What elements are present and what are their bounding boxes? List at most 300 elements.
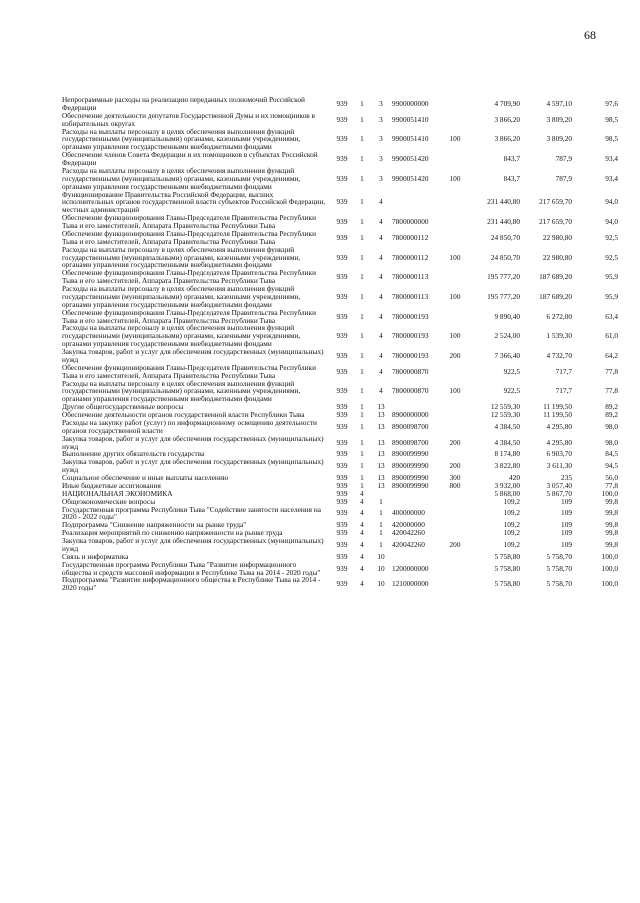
row-name: Обеспечение функционирования Главы-Председателя Правительства Республики Тыва и его заместителей, Аппарата Правительства Республики Тыва xyxy=(62,268,317,286)
row-name: Закупка товаров, работ и услуг для обеспечения государственных (муниципальных) нужд xyxy=(62,457,324,475)
row-section: 1 xyxy=(360,154,364,164)
row-planned-amount: 843,7 xyxy=(503,173,520,183)
row-gr-code: 939 xyxy=(336,410,348,419)
row-expense-type: 200 xyxy=(449,461,461,471)
row-planned-amount: 8 174,80 xyxy=(494,449,520,459)
row-subsection: 4 xyxy=(379,386,383,396)
row-percent: 64,2 xyxy=(605,350,618,360)
row-expense-type xyxy=(444,411,466,419)
row-percent: 93,4 xyxy=(605,154,618,164)
row-subsection: 10 xyxy=(377,551,385,561)
row-target-article: 7800000113 xyxy=(392,272,429,282)
row-target-article: 7800000193 xyxy=(392,311,429,321)
row-actual-amount: 109 xyxy=(561,520,572,530)
row-percent: 77,8 xyxy=(605,386,618,396)
row-actual-amount: 3 809,20 xyxy=(546,134,572,144)
row-gr-code: 939 xyxy=(336,421,348,431)
row-actual-amount: 717,7 xyxy=(555,366,572,376)
row-name: Подпрограмма "Развитие информационного общества в Республике Тыва на 2014 - 2020 годы" xyxy=(62,575,321,593)
row-subsection: 1 xyxy=(379,508,383,518)
row-actual-amount: 187 689,20 xyxy=(539,291,572,301)
row-gr-code: 939 xyxy=(336,350,348,360)
row-target-article: 9900051410 xyxy=(392,114,429,124)
row-expense-type: 200 xyxy=(449,539,461,549)
row-percent: 93,4 xyxy=(605,173,618,183)
row-section: 1 xyxy=(360,421,364,431)
row-gr-code: 939 xyxy=(336,539,348,549)
row-target-article: 7800000193 xyxy=(392,350,429,360)
row-section: 1 xyxy=(360,217,364,227)
row-percent: 94,0 xyxy=(605,217,618,227)
row-expense-type: 300 xyxy=(449,473,461,482)
row-gr-code: 939 xyxy=(336,311,348,321)
row-gr-code: 939 xyxy=(336,252,348,262)
row-planned-amount: 5 758,80 xyxy=(494,579,520,589)
row-actual-amount: 5 758,70 xyxy=(546,563,572,573)
table-row xyxy=(62,561,618,577)
row-name: Обеспечение функционирования Главы-Председателя Правительства Республики Тыва и его заместителей, Аппарата Правительства Республики Тыва xyxy=(62,307,317,325)
row-planned-amount: 2 524,00 xyxy=(494,331,520,341)
row-expense-type xyxy=(444,214,466,230)
row-expense-type xyxy=(444,191,466,215)
row-section: 1 xyxy=(360,386,364,396)
row-gr-code: 939 xyxy=(336,473,348,482)
row-expense-type: 100 xyxy=(449,386,461,396)
row-target-article: 8900000000 xyxy=(392,410,429,419)
row-gr-code: 939 xyxy=(336,488,348,498)
row-subsection: 4 xyxy=(379,252,383,262)
row-name: Обеспечение деятельности депутатов Государственной Думы и их помощников в избирательных округах xyxy=(62,110,315,128)
table-row xyxy=(62,324,618,348)
row-name: Государственная программа Республики Тыва "Развитие информационного общества и средств массовой информации в Республике Тыва на 2014 - 2020 годы" xyxy=(62,559,321,577)
row-expense-type xyxy=(444,506,466,522)
row-gr-code: 939 xyxy=(336,520,348,530)
row-subsection: 4 xyxy=(379,366,383,376)
row-actual-amount: 22 980,80 xyxy=(542,232,572,242)
row-target-article: 8900099990 xyxy=(392,461,429,471)
row-target-article: 420042260 xyxy=(392,539,425,549)
table-row xyxy=(62,112,618,128)
row-planned-amount: 3 866,20 xyxy=(494,114,520,124)
row-gr-code: 939 xyxy=(336,437,348,447)
row-percent: 77,8 xyxy=(605,480,618,490)
row-section: 1 xyxy=(360,114,364,124)
row-gr-code: 939 xyxy=(336,551,348,561)
row-name: Расходы на закупку работ (услуг) по информационному освещению деятельности органов государственной власти xyxy=(62,417,317,435)
row-subsection: 4 xyxy=(379,217,383,227)
row-gr-code: 939 xyxy=(336,154,348,164)
row-expense-type: 100 xyxy=(449,134,461,144)
row-section: 4 xyxy=(360,496,364,506)
row-actual-amount: 109 xyxy=(561,508,572,518)
row-target-article: 7800000870 xyxy=(392,386,429,396)
row-planned-amount: 195 777,20 xyxy=(487,291,520,301)
row-expense-type xyxy=(444,576,466,592)
row-gr-code: 939 xyxy=(336,134,348,144)
row-actual-amount: 217 659,70 xyxy=(539,217,572,227)
row-target-article: 8900099990 xyxy=(392,449,429,459)
row-expense-type xyxy=(444,490,466,498)
row-subsection: 13 xyxy=(377,449,385,459)
row-actual-amount: 4 295,80 xyxy=(546,437,572,447)
row-actual-amount: 3 809,20 xyxy=(546,114,572,124)
row-name: Социальное обеспечение и иные выплаты населению xyxy=(62,473,229,482)
row-gr-code: 939 xyxy=(336,386,348,396)
row-target-article: 1210000000 xyxy=(392,579,429,589)
row-section: 1 xyxy=(360,480,364,490)
row-section: 4 xyxy=(360,563,364,573)
row-planned-amount: 195 777,20 xyxy=(487,272,520,282)
table-row xyxy=(62,285,618,309)
row-section: 1 xyxy=(360,449,364,459)
row-planned-amount: 9 890,40 xyxy=(494,311,520,321)
row-percent: 98,5 xyxy=(605,134,618,144)
table-row xyxy=(62,380,618,404)
row-name: Расходы на выплаты персоналу в целях обеспечения выполнения функций государственными (муниципальными) органами, казенными учреждениями, органами управления государственными внебюджетными фондами xyxy=(62,165,301,191)
row-planned-amount: 922,5 xyxy=(503,366,520,376)
row-name: Закупка товаров, работ и услуг для обеспечения государственных (муниципальных) нужд xyxy=(62,433,324,451)
row-percent: 99,8 xyxy=(605,528,618,538)
table-row xyxy=(62,506,618,522)
row-planned-amount: 109,2 xyxy=(503,508,520,518)
row-planned-amount: 5 758,80 xyxy=(494,551,520,561)
row-percent: 98,5 xyxy=(605,114,618,124)
row-name: Иные бюджетные ассигнования xyxy=(62,480,161,490)
table-row xyxy=(62,151,618,167)
row-gr-code: 939 xyxy=(336,98,348,108)
row-planned-amount: 4 384,50 xyxy=(494,421,520,431)
row-section: 4 xyxy=(360,520,364,530)
row-planned-amount: 12 559,30 xyxy=(490,402,520,412)
table-row xyxy=(62,576,618,592)
row-gr-code: 939 xyxy=(336,496,348,506)
row-section: 1 xyxy=(360,291,364,301)
row-subsection: 4 xyxy=(379,331,383,341)
row-target-article: 1200000000 xyxy=(392,563,429,573)
budget-table-container xyxy=(62,96,618,592)
row-expense-type xyxy=(444,112,466,128)
row-target-article: 8900099990 xyxy=(392,473,429,482)
row-subsection: 13 xyxy=(377,410,385,419)
row-expense-type xyxy=(444,521,466,529)
row-subsection: 13 xyxy=(377,402,385,412)
page-number: 68 xyxy=(584,28,596,42)
row-planned-amount: 24 850,70 xyxy=(490,232,520,242)
row-expense-type xyxy=(444,151,466,167)
table-row xyxy=(62,435,618,451)
row-section: 4 xyxy=(360,528,364,538)
row-gr-code: 939 xyxy=(336,563,348,573)
row-section: 1 xyxy=(360,437,364,447)
row-expense-type xyxy=(444,309,466,325)
table-row xyxy=(62,419,618,435)
row-subsection: 10 xyxy=(377,563,385,573)
row-target-article: 420000000 xyxy=(392,520,425,530)
row-subsection: 3 xyxy=(379,114,383,124)
row-percent: 99,8 xyxy=(605,496,618,506)
row-name: Закупка товаров, работ и услуг для обеспечения государственных (муниципальных) нужд xyxy=(62,347,324,364)
row-name: Государственная программа Республики Тыва "Содействие занятости населения на 2020 - 2022 годы" xyxy=(62,504,321,522)
row-gr-code: 939 xyxy=(336,366,348,376)
row-gr-code: 939 xyxy=(336,508,348,518)
row-actual-amount: 4 732,70 xyxy=(546,350,572,360)
row-expense-type xyxy=(444,403,466,411)
row-name: Подпрограмма "Снижение напряженности на рынке труда" xyxy=(62,520,247,530)
row-target-article xyxy=(392,553,444,561)
row-actual-amount: 1 539,30 xyxy=(546,331,572,341)
row-target-article: 9900051410 xyxy=(392,134,429,144)
row-planned-amount: 4 384,50 xyxy=(494,437,520,447)
row-target-article: 7800000193 xyxy=(392,331,429,341)
row-name: Закупка товаров, работ и услуг для обеспечения государственных (муниципальных) нужд xyxy=(62,536,324,553)
row-target-article: 8900099990 xyxy=(392,480,429,490)
row-percent: 98,0 xyxy=(605,421,618,431)
row-section: 1 xyxy=(360,410,364,419)
row-actual-amount: 5 758,70 xyxy=(546,579,572,589)
row-gr-code: 939 xyxy=(336,217,348,227)
row-subsection: 1 xyxy=(379,496,383,506)
row-subsection: 4 xyxy=(379,311,383,321)
row-section: 1 xyxy=(360,350,364,360)
row-percent: 98,0 xyxy=(605,437,618,447)
row-actual-amount: 3 057,40 xyxy=(546,480,572,490)
row-planned-amount: 7 366,40 xyxy=(494,350,520,360)
row-expense-type xyxy=(444,269,466,285)
row-gr-code: 939 xyxy=(336,272,348,282)
table-row xyxy=(62,269,618,285)
row-section: 4 xyxy=(360,539,364,549)
row-expense-type xyxy=(444,553,466,561)
row-percent: 84,5 xyxy=(605,449,618,459)
row-target-article: 7800000000 xyxy=(392,217,429,227)
row-gr-code: 939 xyxy=(336,232,348,242)
row-percent: 99,8 xyxy=(605,539,618,549)
row-section: 1 xyxy=(360,232,364,242)
row-subsection: 3 xyxy=(379,134,383,144)
row-percent: 95,9 xyxy=(605,291,618,301)
row-section: 1 xyxy=(360,366,364,376)
row-gr-code: 939 xyxy=(336,331,348,341)
row-expense-type xyxy=(444,96,466,112)
row-target-article: 400000000 xyxy=(392,508,425,518)
row-subsection: 13 xyxy=(377,473,385,482)
row-expense-type: 100 xyxy=(449,173,461,183)
row-planned-amount: 843,7 xyxy=(503,154,520,164)
row-section: 4 xyxy=(360,551,364,561)
row-actual-amount: 787,9 xyxy=(555,173,572,183)
row-expense-type: 100 xyxy=(449,331,461,341)
row-actual-amount: 235 xyxy=(561,473,572,482)
row-percent: 97,6 xyxy=(605,98,618,108)
row-expense-type: 200 xyxy=(449,437,461,447)
row-target-article: 8900098700 xyxy=(392,437,429,447)
row-percent: 100,0 xyxy=(601,563,618,573)
table-body xyxy=(62,96,618,592)
row-subsection: 13 xyxy=(377,480,385,490)
row-planned-amount: 3 866,20 xyxy=(494,134,520,144)
row-target-article: 7800000113 xyxy=(392,291,429,301)
row-target-article: 8900098700 xyxy=(392,421,429,431)
row-actual-amount: 109 xyxy=(561,496,572,506)
table-row xyxy=(62,128,618,152)
row-actual-amount: 5 867,70 xyxy=(546,488,572,498)
row-actual-amount: 6 903,70 xyxy=(546,449,572,459)
row-planned-amount: 231 440,80 xyxy=(487,217,520,227)
row-gr-code: 939 xyxy=(336,461,348,471)
table-row xyxy=(62,214,618,230)
row-planned-amount: 3 932,00 xyxy=(494,480,520,490)
row-expense-type xyxy=(444,419,466,435)
row-name: Выполнение других обязательств государства xyxy=(62,449,205,459)
table-row xyxy=(62,246,618,270)
row-gr-code: 939 xyxy=(336,173,348,183)
row-planned-amount: 4 709,90 xyxy=(494,98,520,108)
row-target-article xyxy=(392,498,444,506)
row-planned-amount: 24 850,70 xyxy=(490,252,520,262)
row-subsection: 10 xyxy=(377,579,385,589)
row-subsection: 4 xyxy=(379,350,383,360)
row-percent: 94,5 xyxy=(605,461,618,471)
row-target-article: 9900051420 xyxy=(392,154,429,164)
row-actual-amount: 217 659,70 xyxy=(539,197,572,207)
table-row xyxy=(62,191,618,215)
row-gr-code: 939 xyxy=(336,291,348,301)
row-target-article: 7800000112 xyxy=(392,252,429,262)
row-expense-type: 200 xyxy=(449,350,461,360)
row-planned-amount: 12 559,30 xyxy=(490,410,520,419)
table-row xyxy=(62,167,618,191)
row-actual-amount: 4 295,80 xyxy=(546,421,572,431)
row-percent: 100,0 xyxy=(601,488,618,498)
row-percent: 99,8 xyxy=(605,520,618,530)
table-row xyxy=(62,96,618,112)
row-section: 4 xyxy=(360,579,364,589)
row-expense-type: 800 xyxy=(449,480,461,490)
row-name: Связь и информатика xyxy=(62,551,129,561)
row-section: 1 xyxy=(360,173,364,183)
table-row xyxy=(62,364,618,380)
row-section: 1 xyxy=(360,473,364,482)
row-name: Расходы на выплаты персоналу в целях обеспечения выполнения функций государственными (муниципальными) органами, казенными учреждениями, органами управления государственными внебюджетными фондами xyxy=(62,126,301,152)
table-row xyxy=(62,230,618,246)
table-row xyxy=(62,348,618,364)
row-planned-amount: 231 440,80 xyxy=(487,197,520,207)
row-target-article: 420042260 xyxy=(392,528,425,538)
row-name: Расходы на выплаты персоналу в целях обеспечения выполнения функций государственными (муниципальными) органами, казенными учреждениями, органами управления государственными внебюджетными фондами xyxy=(62,378,301,404)
row-subsection: 4 xyxy=(379,232,383,242)
row-gr-code: 939 xyxy=(336,480,348,490)
row-planned-amount: 3 822,80 xyxy=(494,461,520,471)
row-name: Обеспечение функционирования Главы-Председателя Правительства Республики Тыва и его заместителей, Аппарата Правительства Республики Тыва xyxy=(62,228,317,246)
row-target-article: 9900051420 xyxy=(392,173,429,183)
row-subsection: 4 xyxy=(379,272,383,282)
row-expense-type xyxy=(444,450,466,458)
row-target-article: 9900000000 xyxy=(392,98,429,108)
row-actual-amount: 787,9 xyxy=(555,154,572,164)
row-gr-code: 939 xyxy=(336,402,348,412)
row-expense-type xyxy=(444,364,466,380)
row-name: Обеспечение деятельности органов государственной власти Республики Тыва xyxy=(62,410,305,419)
row-name: Реализация мероприятий по снижению напряженности на рынке труда xyxy=(62,528,283,538)
row-name: Общеэкономические вопросы xyxy=(62,496,156,506)
row-gr-code: 939 xyxy=(336,528,348,538)
row-percent: 100,0 xyxy=(601,551,618,561)
row-target-article xyxy=(392,191,444,215)
row-expense-type xyxy=(444,561,466,577)
row-name: Другие общегосударственные вопросы xyxy=(62,402,184,412)
row-target-article: 7800000870 xyxy=(392,366,429,376)
row-section: 1 xyxy=(360,252,364,262)
row-gr-code: 939 xyxy=(336,114,348,124)
row-actual-amount: 109 xyxy=(561,528,572,538)
row-subsection: 13 xyxy=(377,421,385,431)
row-planned-amount: 109,2 xyxy=(503,496,520,506)
row-planned-amount: 109,2 xyxy=(503,539,520,549)
row-name: Расходы на выплаты персоналу в целях обеспечения выполнения функций государственными (муниципальными) органами, казенными учреждениями, органами управления государственными внебюджетными фондами xyxy=(62,244,301,270)
table-row xyxy=(62,309,618,325)
row-percent: 92,5 xyxy=(605,252,618,262)
row-name: Расходы на выплаты персоналу в целях обеспечения выполнения функций государственными (муниципальными) органами, казенными учреждениями, органами управления государственными внебюджетными фондами xyxy=(62,284,301,309)
row-planned-amount: 5 758,80 xyxy=(494,563,520,573)
row-section: 1 xyxy=(360,134,364,144)
row-subsection: 1 xyxy=(379,520,383,530)
row-section: 1 xyxy=(360,331,364,341)
row-gr-code: 939 xyxy=(336,197,348,207)
row-percent: 77,8 xyxy=(605,366,618,376)
row-subsection: 13 xyxy=(377,437,385,447)
row-percent: 63,4 xyxy=(605,311,618,321)
row-subsection: 3 xyxy=(379,154,383,164)
row-planned-amount: 109,2 xyxy=(503,520,520,530)
row-actual-amount: 6 272,00 xyxy=(546,311,572,321)
row-actual-amount: 22 980,80 xyxy=(542,252,572,262)
table-row xyxy=(62,537,618,553)
row-section: 4 xyxy=(360,508,364,518)
row-percent: 89,2 xyxy=(605,402,618,412)
row-section: 1 xyxy=(360,98,364,108)
row-percent: 56,0 xyxy=(605,473,618,482)
row-section: 1 xyxy=(360,402,364,412)
row-name: Обеспечение членов Совета Федерации и их помощников в субъектах Российской Федерации xyxy=(62,150,318,167)
row-planned-amount: 5 868,00 xyxy=(494,488,520,498)
row-name: Функционирование Правительства Российской Федерации, высших исполнительных органов государственной власти субъектов Российской Федерации, местных администраций xyxy=(62,189,326,215)
row-actual-amount: 11 199,50 xyxy=(543,402,572,412)
row-subsection: 3 xyxy=(379,98,383,108)
row-subsection: 1 xyxy=(379,539,383,549)
row-actual-amount: 4 597,10 xyxy=(546,98,572,108)
row-subsection: 13 xyxy=(377,461,385,471)
row-section: 1 xyxy=(360,461,364,471)
row-subsection: 4 xyxy=(379,291,383,301)
row-percent: 99,8 xyxy=(605,508,618,518)
row-percent: 94,0 xyxy=(605,197,618,207)
row-name: Расходы на выплаты персоналу в целях обеспечения выполнения функций государственными (муниципальными) органами, казенными учреждениями, органами управления государственными внебюджетными фондами xyxy=(62,323,301,349)
row-actual-amount: 11 199,50 xyxy=(543,410,572,419)
row-actual-amount: 109 xyxy=(561,539,572,549)
row-subsection: 4 xyxy=(379,197,383,207)
row-target-article: 7800000112 xyxy=(392,232,429,242)
row-name: Непрограммные расходы на реализацию переданных полномочий Российской Федерации xyxy=(62,95,305,112)
row-percent: 61,0 xyxy=(605,331,618,341)
row-expense-type xyxy=(444,230,466,246)
row-section: 1 xyxy=(360,311,364,321)
row-expense-type xyxy=(444,498,466,506)
row-percent: 95,9 xyxy=(605,272,618,282)
row-section: 1 xyxy=(360,272,364,282)
row-section: 1 xyxy=(360,197,364,207)
row-actual-amount: 187 689,20 xyxy=(539,272,572,282)
row-actual-amount: 5 758,70 xyxy=(546,551,572,561)
